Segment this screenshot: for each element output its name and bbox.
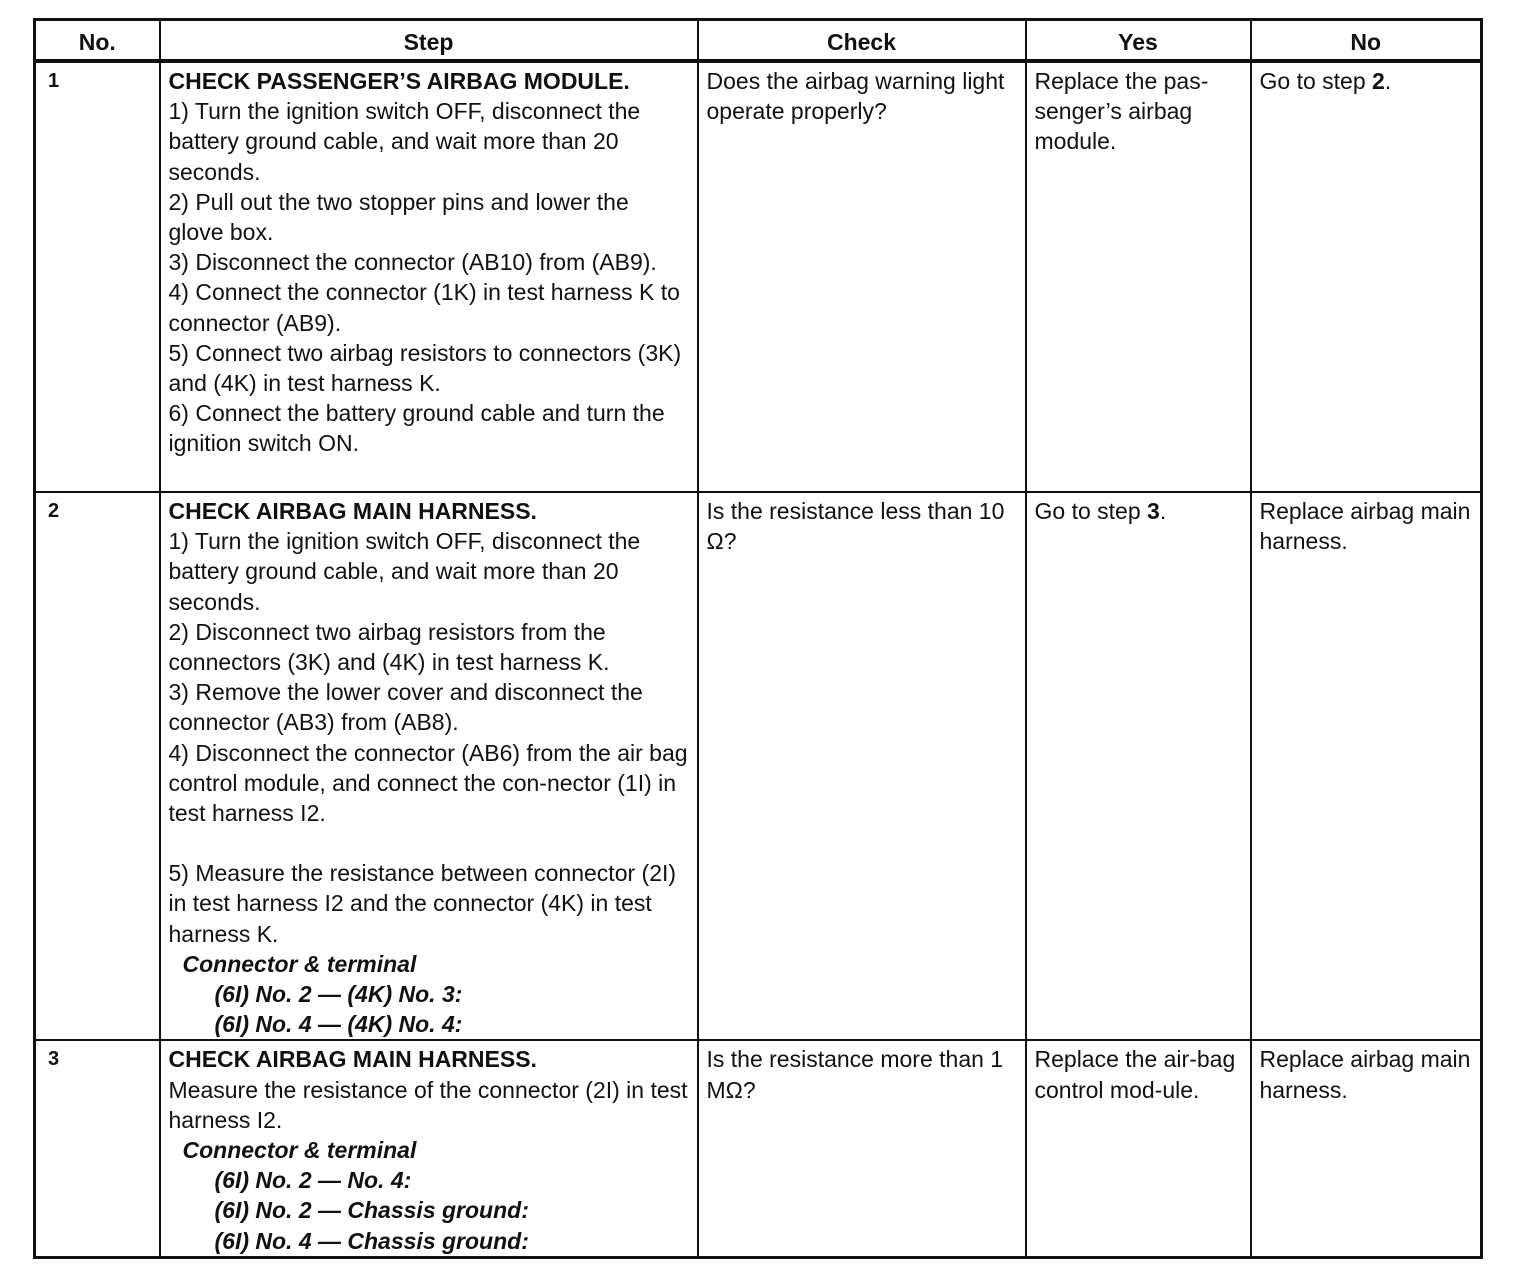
- header-no: No.: [35, 20, 160, 62]
- goto-prefix: Go to step: [1259, 68, 1373, 94]
- step-cell: [160, 61, 698, 492]
- table-row: [35, 61, 1482, 492]
- goto-suffix: .: [1384, 68, 1392, 94]
- no-cell: Replace airbag main harness.: [1251, 1040, 1482, 1257]
- step-instruction: 5) Connect two airbag resistors to connectors (3K) and (4K) in test harness K.: [168, 339, 682, 397]
- step-title: CHECK AIRBAG MAIN HARNESS.: [168, 498, 537, 524]
- check-cell: Is the resistance more than 1 MΩ?: [698, 1040, 1026, 1257]
- step-instruction: 5) Measure the resistance between connector (2I) in test harness I2 and the connector (4K) in test harness K.: [168, 860, 677, 947]
- no-cell: [1251, 61, 1482, 492]
- check-cell: Does the airbag warning light operate properly?: [698, 61, 1026, 492]
- step-instruction: 4) Connect the connector (1K) in test harness K to connector (AB9).: [168, 279, 680, 336]
- step-instruction: 1) Turn the ignition switch OFF, disconnect the battery ground cable, and wait more than 20 seconds.: [168, 98, 641, 185]
- row-number: 1: [35, 61, 160, 492]
- goto-step-number: 2: [1372, 68, 1385, 94]
- check-cell: Is the resistance less than 10 Ω?: [698, 492, 1026, 1040]
- step-instruction: 4) Disconnect the connector (AB6) from the air bag control module, and connect the con-nector (1I) in test harness I2.: [168, 739, 688, 827]
- header-step: Step: [160, 20, 698, 62]
- yes-cell: [1026, 492, 1251, 1040]
- header-yes: Yes: [1026, 20, 1251, 62]
- spacer: [169, 828, 689, 858]
- goto-prefix: Go to step: [1034, 498, 1148, 524]
- table-row: [35, 1040, 1482, 1257]
- connector-terminal: (6I) No. 4 — Chassis ground:: [214, 1227, 529, 1254]
- step-cell: [160, 1040, 698, 1257]
- diagnostic-table: [33, 18, 1483, 1259]
- connector-terminal: (6I) No. 4 — (4K) No. 4:: [214, 1011, 463, 1038]
- step-title: CHECK PASSENGER’S AIRBAG MODULE.: [168, 68, 630, 94]
- yes-cell: Replace the air-bag control mod-ule.: [1026, 1040, 1251, 1257]
- connector-terminal: (6I) No. 2 — No. 4:: [214, 1167, 412, 1194]
- step-instruction: 2) Disconnect two airbag resistors from the connectors (3K) and (4K) in test harness K.: [168, 618, 610, 676]
- step-instruction: Measure the resistance of the connector (2I) in test harness I2.: [168, 1076, 688, 1133]
- step-instruction: 3) Remove the lower cover and disconnect the connector (AB3) from (AB8).: [168, 679, 643, 736]
- step-instruction: 3) Disconnect the connector (AB10) from (AB9).: [168, 249, 657, 276]
- connector-heading: Connector & terminal: [182, 1137, 417, 1164]
- header-check: Check: [698, 20, 1026, 62]
- table-row: [35, 492, 1482, 1040]
- table-header-row: [35, 20, 1482, 62]
- header-no-result: No: [1251, 20, 1482, 62]
- connector-terminal: (6I) No. 2 — (4K) No. 3:: [214, 981, 463, 1008]
- step-title: CHECK AIRBAG MAIN HARNESS.: [168, 1046, 537, 1073]
- row-number: 3: [35, 1040, 160, 1257]
- step-instruction: 2) Pull out the two stopper pins and lower the glove box.: [168, 188, 629, 246]
- connector-terminal: (6I) No. 2 — Chassis ground:: [214, 1197, 529, 1224]
- goto-step-number: 3: [1147, 498, 1160, 524]
- step-cell: [160, 492, 698, 1040]
- yes-cell: Replace the pas-senger’s airbag module.: [1026, 61, 1251, 492]
- row-number: 2: [35, 492, 160, 1040]
- goto-suffix: .: [1159, 498, 1167, 524]
- no-cell: Replace airbag main harness.: [1251, 492, 1482, 1040]
- step-instruction: 6) Connect the battery ground cable and turn the ignition switch ON.: [168, 400, 665, 457]
- step-instruction: 1) Turn the ignition switch OFF, disconnect the battery ground cable, and wait more than 20 seconds.: [168, 528, 641, 615]
- connector-heading: Connector & terminal: [182, 950, 417, 977]
